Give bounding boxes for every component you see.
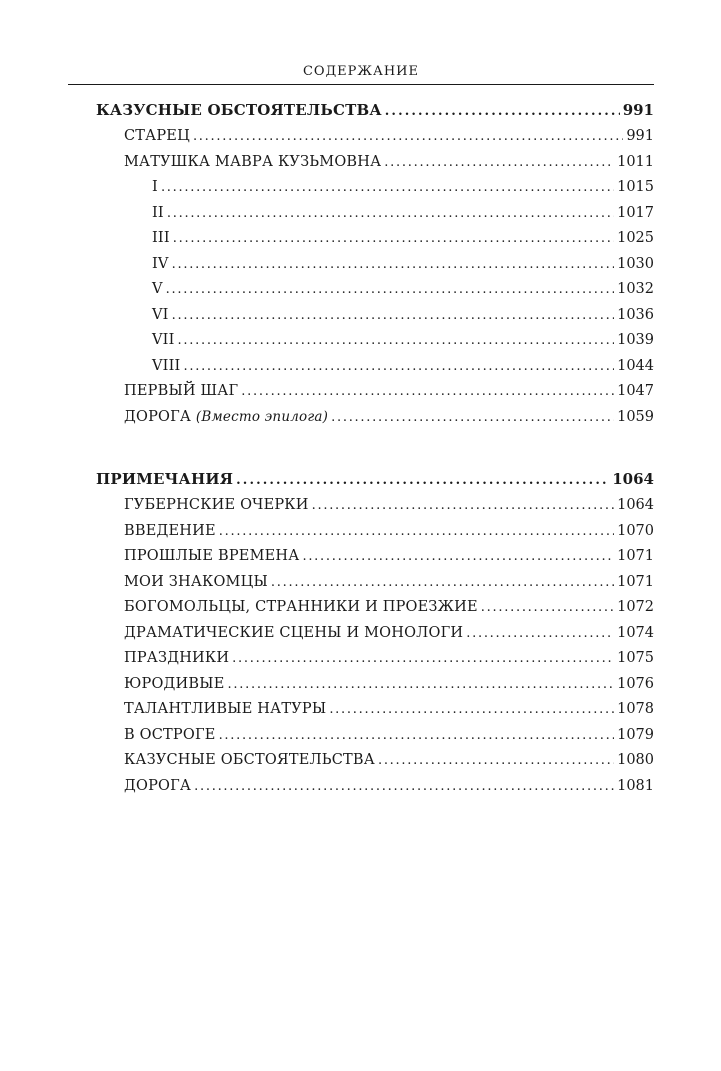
dot-leader [167,201,614,227]
toc-entry[interactable] [96,697,654,723]
toc-entry-label: III [152,230,170,246]
toc-entry[interactable] [96,570,654,596]
toc-entry-label: ДОРОГА [124,408,192,425]
toc-entry-page: 1011 [617,153,654,170]
dot-leader [172,303,614,329]
toc-entry-page: 1072 [617,599,654,615]
dot-leader [232,646,614,672]
toc-entry-label: ПЕРВЫЙ ШАГ [124,383,239,399]
toc-section-primechaniya [96,466,654,799]
dot-leader [241,379,614,405]
toc-section-page: 991 [622,101,654,119]
toc-entry-label: ПРАЗДНИКИ [124,650,230,666]
toc-entry-label: ВВЕДЕНИЕ [124,522,216,539]
toc-entry-label: ГУБЕРНСКИЕ ОЧЕРКИ [124,497,309,513]
toc-entry-label: VIII [152,357,181,374]
toc-entry-page: 1039 [617,332,654,348]
toc-entry-label: ДОРОГА [124,777,192,794]
dot-leader [219,519,614,545]
toc-section-title: ПРИМЕЧАНИЯ [96,470,234,488]
toc-entry-label: БОГОМОЛЬЦЫ, СТРАННИКИ И ПРОЕЗЖИЕ [124,599,478,615]
toc-entry[interactable] [96,124,654,150]
toc-entry-page: 1064 [617,497,654,513]
toc-entry[interactable] [96,150,654,176]
toc-entry-label-group [124,405,328,431]
toc-entry[interactable] [96,723,654,749]
toc-entry[interactable] [96,379,654,405]
toc-entry-page: 1030 [617,255,654,272]
toc-entry-page: 1015 [617,179,654,195]
toc-entry-label: ДРАМАТИЧЕСКИЕ СЦЕНЫ И МОНОЛОГИ [124,624,464,641]
toc-entry-page: 1075 [617,650,654,666]
toc-entry-page: 1070 [617,522,654,539]
toc-entry-label: ПРОШЛЫЕ ВРЕМЕНА [124,548,300,564]
dot-leader [312,493,615,519]
toc-entry-label: V [152,281,163,297]
dot-leader [236,467,609,494]
toc-entry[interactable] [96,672,654,698]
toc-entry-page: 1032 [617,281,654,297]
toc-entry[interactable] [96,519,654,545]
toc-subentry[interactable] [96,328,654,354]
header-rule [68,84,654,85]
toc-subentry[interactable] [96,201,654,227]
dot-leader [219,723,615,749]
toc-entry-page: 1071 [617,573,654,590]
toc-entry[interactable] [96,405,654,431]
toc-entry[interactable] [96,493,654,519]
toc-entry-label: ТАЛАНТЛИВЫЕ НАТУРЫ [124,701,327,717]
toc-entry-label: МОИ ЗНАКОМЦЫ [124,573,268,590]
dot-leader [166,277,614,303]
toc-entry-page: 1025 [617,230,654,246]
dot-leader [194,774,614,800]
toc-entry-page: 1047 [617,383,654,399]
dot-leader [329,697,614,723]
toc-entry-page: 991 [626,128,654,144]
toc-entry-label: II [152,204,164,221]
toc-section-title-row[interactable] [96,97,654,124]
toc-entry[interactable] [96,595,654,621]
toc-entry-page: 1036 [617,306,654,323]
dot-leader [385,98,620,125]
toc-entry-label: IV [152,255,169,272]
dot-leader [384,150,614,176]
toc-subentry[interactable] [96,277,654,303]
toc-entry-page: 1044 [617,357,654,374]
toc-entry-subtitle: (Вместо эпилога) [195,408,329,425]
toc-entry-label: МАТУШКА МАВРА КУЗЬМОВНА [124,153,382,170]
toc-entry-label: В ОСТРОГЕ [124,726,216,743]
dot-leader [161,175,614,201]
toc-entry[interactable] [96,544,654,570]
dot-leader [178,328,615,354]
toc-entry-label: СТАРЕЦ [124,128,190,144]
dot-leader [172,252,614,278]
toc-subentry[interactable] [96,175,654,201]
dot-leader [271,570,614,596]
toc-entry-page: 1078 [617,701,654,717]
running-head: СОДЕРЖАНИЕ [302,64,420,79]
dot-leader [183,354,614,380]
dot-leader [228,672,615,698]
toc-entry[interactable] [96,646,654,672]
toc-section-title: КАЗУСНЫЕ ОБСТОЯТЕЛЬСТВА [96,101,382,119]
toc-subentry[interactable] [96,226,654,252]
toc-entry-label: VII [152,332,175,348]
toc-entry-page: 1079 [617,726,654,743]
dot-leader [173,226,614,252]
toc-entry-page: 1076 [617,675,654,692]
dot-leader [193,124,623,150]
toc-entry-page: 1081 [617,777,654,794]
dot-leader [481,595,614,621]
dot-leader [466,621,614,647]
toc-entry[interactable] [96,774,654,800]
toc-subentry[interactable] [96,252,654,278]
toc-entry-page: 1074 [617,624,654,641]
toc-entry-label: КАЗУСНЫЕ ОБСТОЯТЕЛЬСТВА [124,752,375,768]
toc-entry-label: VI [152,306,169,323]
dot-leader [331,405,614,431]
toc-entry[interactable] [96,621,654,647]
dot-leader [302,544,614,570]
toc-entry-page: 1017 [617,204,654,221]
toc-entry[interactable] [96,748,654,774]
toc-section-title-row[interactable] [96,466,654,493]
toc-subentry[interactable] [96,303,654,329]
toc-section-kazusnye [96,97,654,430]
toc-subentry[interactable] [96,354,654,380]
toc-entry-label: ЮРОДИВЫЕ [124,675,225,692]
toc-entry-label: I [152,179,158,195]
toc-entry-page: 1059 [617,408,654,425]
toc-section-page: 1064 [612,470,654,488]
dot-leader [378,748,614,774]
toc-entry-page: 1071 [617,548,654,564]
toc-entry-page: 1080 [617,752,654,768]
